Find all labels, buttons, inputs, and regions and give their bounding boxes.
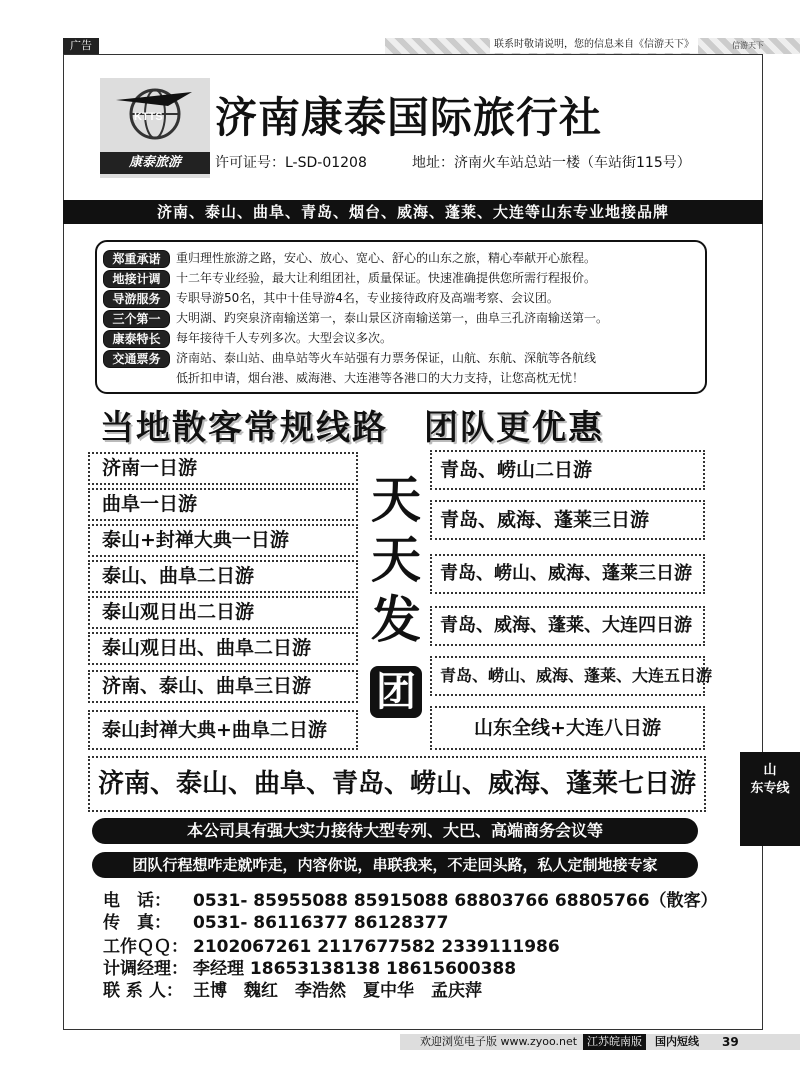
feature-text: 重归理性旅游之路，安心、放心、宽心、舒心的山东之旅，精心奉献开心旅程。 [176, 251, 597, 265]
contact-value: 王博 魏红 李浩然 夏中华 孟庆萍 [193, 981, 482, 1001]
contact-fax [103, 908, 448, 933]
routes-banner: 当地散客常规线路 团队更优惠 [100, 408, 604, 448]
feature-text: 济南站、泰山站、曲阜站等火车站强有力票务保证，山航、东航、深航等各航线 [176, 351, 597, 365]
daily-char: 天 [371, 471, 421, 529]
daily-char-box: 团 [370, 666, 422, 718]
section-side-tab [740, 752, 800, 846]
contact-label: 联 系 人： [103, 981, 183, 1001]
contact-label: 电 话： [103, 891, 171, 911]
route-item: 济南一日游 [88, 452, 358, 485]
feature-badge: 康泰特长 [103, 330, 170, 348]
license-number: 许可证号：L-SD-01208 [215, 155, 367, 171]
page-number: 39 [722, 1035, 739, 1049]
globe-logo-icon [112, 84, 198, 144]
route-item: 青岛、崂山二日游 [430, 450, 705, 490]
route-item: 泰山、曲阜二日游 [88, 560, 358, 593]
feature-badge: 地接计调 [103, 270, 170, 288]
route-item: 青岛、崂山、威海、蓬莱三日游 [430, 554, 705, 594]
feature-text: 低折扣申请，烟台港、威海港、大连港等各港口的大力支持，让您高枕无忧！ [176, 371, 585, 385]
route-item: 泰山观日出二日游 [88, 596, 358, 629]
contact-label: 工作ＱＱ： [103, 937, 188, 957]
footer-website: 欢迎浏览电子版 www.zyoo.net [420, 1035, 578, 1048]
feature-badge: 郑重承诺 [103, 250, 170, 268]
contact-value: 2102067261 2117677582 2339111986 [193, 937, 560, 957]
daily-char: 发 [371, 591, 421, 649]
route-item: 泰山观日出、曲阜二日游 [88, 632, 358, 665]
top-note: 联系时敬请说明，您的信息来自《信游天下》 [490, 37, 698, 53]
ad-tag: 广告 [63, 38, 99, 54]
logo-subtitle: 康泰旅游 [100, 152, 210, 174]
route-item: 济南、泰山、曲阜三日游 [88, 670, 358, 703]
feature-text: 大明湖、趵突泉济南输送第一，泰山景区济南输送第一，曲阜三孔济南输送第一。 [176, 311, 609, 325]
side-tab-line: 山 [763, 763, 777, 778]
contact-value: 0531- 86116377 86128377 [193, 913, 449, 933]
feature-text: 十二年专业经验，最大让利组团社，质量保证。快速准确提供您所需行程报价。 [176, 271, 597, 285]
contact-value: 李经理 18653138138 18615600388 [193, 959, 517, 979]
contact-value: 0531- 85955088 85915088 68803766 68805766（散客） [193, 891, 718, 911]
route-item: 青岛、崂山、威海、蓬莱、大连五日游 [430, 656, 705, 696]
custom-tour-pill: 团队行程想咋走就咋走，内容你说，串联我来，不走回头路，私人定制地接专家 [92, 852, 698, 878]
capacity-pill: 本公司具有强大实力接待大型专列、大巴、高端商务会议等 [92, 818, 698, 844]
side-tab-line: 东专线 [750, 781, 790, 796]
footer-section: 国内短线 [655, 1035, 699, 1048]
route-item: 泰山+封禅大典一日游 [88, 524, 358, 557]
contact-label: 传 真： [103, 913, 171, 933]
company-name: 济南康泰国际旅行社 [215, 93, 603, 142]
route-item: 青岛、威海、蓬莱三日游 [430, 500, 705, 540]
route-item: 山东全线+大连八日游 [430, 706, 705, 750]
route-item: 曲阜一日游 [88, 488, 358, 521]
logo-letters: KTTS [134, 111, 163, 123]
top-logo: 信游天下 [732, 41, 764, 50]
feature-text: 专职导游50名，其中十佳导游4名，专业接待政府及高端考察、会议团。 [176, 291, 559, 305]
daily-departure-label [364, 470, 428, 650]
feature-text: 每年接待千人专列多次。大型会议多次。 [176, 331, 393, 345]
footer-edition: 江苏皖南版 [583, 1034, 646, 1050]
feature-badge: 交通票务 [103, 350, 170, 368]
route-item: 青岛、威海、蓬莱、大连四日游 [430, 606, 705, 646]
feature-badge: 导游服务 [103, 290, 170, 308]
route-item: 泰山封禅大典+曲阜二日游 [88, 710, 358, 750]
company-address: 地址：济南火车站总站一楼（车站街115号） [412, 155, 691, 171]
tagline-bar: 济南、泰山、曲阜、青岛、烟台、威海、蓬莱、大连等山东专业地接品牌 [63, 200, 763, 224]
contact-persons [103, 976, 482, 1001]
daily-char: 天 [371, 531, 421, 589]
route-item-wide: 济南、泰山、曲阜、青岛、崂山、威海、蓬莱七日游 [88, 756, 706, 812]
contact-label: 计调经理： [103, 959, 188, 979]
feature-badge: 三个第一 [103, 310, 170, 328]
